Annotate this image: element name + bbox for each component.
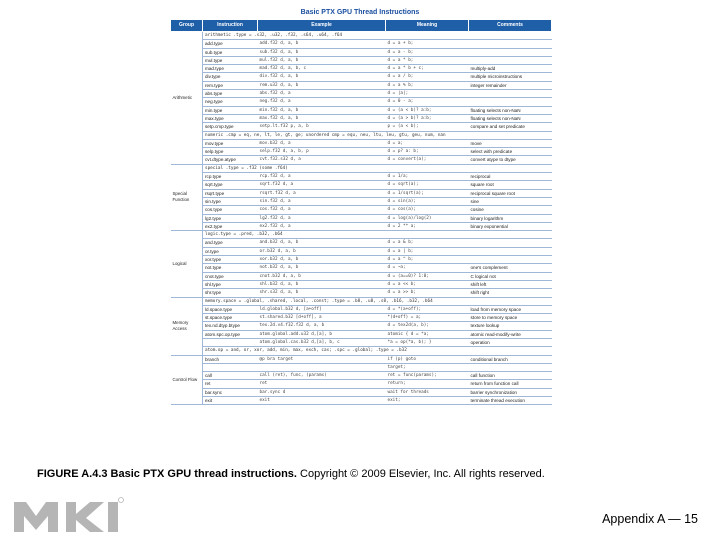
type-spec-row: atom.op = and, or, xor, add, min, max, exch, cas; .spc = .global; .type = .b32 [203,347,552,355]
example-cell: div.f32 d, a, b [258,73,386,81]
table-row [171,189,552,197]
comment-cell [469,40,552,48]
meaning-cell: d = tex2d(a, b); [386,322,469,330]
header-instruction: Instruction [203,20,258,32]
comment-cell: call function [469,372,552,380]
example-cell: not.b32 d, a, b [258,264,386,272]
example-cell: rcp.f32 d, a [258,173,386,181]
comment-cell: multiply-add [469,65,552,73]
comment-cell: compare and set predicate [469,123,552,131]
comment-cell [469,363,552,371]
meaning-cell: d = (a > b)? a:b; [386,114,469,122]
table-row [171,106,552,114]
meaning-cell: d = a | b; [386,247,469,255]
group-label: Special Function [171,164,203,230]
instruction-cell: div.type [203,73,258,81]
comment-cell [469,98,552,106]
example-cell: atom.global.cas.b32 d,[a], b, c [258,338,386,346]
instruction-cell: branch [203,355,258,363]
example-cell: ld.global.b32 d, [a+off] [258,305,386,313]
meaning-cell: d = *(a+off); [386,305,469,313]
example-cell: shr.s32 d, a, b [258,289,386,297]
meaning-cell: d = p? a: b; [386,148,469,156]
instruction-cell: ex2.type [203,222,258,230]
example-cell: sin.f32 d, a [258,197,386,205]
table-row [171,222,552,230]
table-row [171,90,552,98]
instruction-cell [203,338,258,346]
table-row [171,239,552,247]
example-cell: cnot.b32 d, a, b [258,272,386,280]
meaning-cell: p = (a < b); [386,123,469,131]
instruction-cell: cnot.type [203,272,258,280]
example-cell: call (ret), func, (params) [258,372,386,380]
header-group: Group [171,20,203,32]
meaning-cell: d = 0 - a; [386,98,469,106]
example-cell: cos.f32 d, a [258,206,386,214]
example-cell: xor.b32 d, a, b [258,256,386,264]
meaning-cell: ret = func(params); [386,372,469,380]
comment-cell: move [469,139,552,147]
meaning-cell: d = sin(a); [386,197,469,205]
table-row [171,322,552,330]
meaning-cell: d = a; [386,139,469,147]
comment-cell [469,239,552,247]
comment-cell [469,247,552,255]
table-row [171,148,552,156]
example-cell: ret [258,380,386,388]
example-cell: add.f32 d, a, b [258,40,386,48]
table-row [171,355,552,363]
example-cell: rem.u32 d, a, b [258,81,386,89]
instruction-cell: cvt.dtype.atype [203,156,258,164]
meaning-cell: d = a * b; [386,56,469,64]
comment-cell: reciprocal square root [469,189,552,197]
comment-cell: floating selects non-NaN [469,114,552,122]
comment-cell: conditional branch [469,355,552,363]
comment-cell: barrier synchronization [469,388,552,396]
instruction-cell: setp.cmp.type [203,123,258,131]
table-row [171,98,552,106]
comment-cell: cosine [469,206,552,214]
instruction-cell: exit [203,397,258,405]
comment-cell: shift right [469,289,552,297]
table-row [171,363,552,371]
header-meaning: Meaning [386,20,469,32]
table-row [171,206,552,214]
table-row [171,330,552,338]
comment-cell: sine [469,197,552,205]
table-row [171,197,552,205]
instruction-cell: mad.type [203,65,258,73]
comment-cell: load from memory space [469,305,552,313]
table-row [171,372,552,380]
meaning-cell: *(d+off) = a; [386,314,469,322]
comment-cell: select with predicate [469,148,552,156]
example-cell: rsqrt.f32 d, a [258,189,386,197]
instruction-cell: shl.type [203,280,258,288]
group-label: Arithmetic [171,32,203,165]
instruction-cell: mul.type [203,56,258,64]
instruction-cell: add.type [203,40,258,48]
type-spec-row: numeric .cmp = eq, ne, lt, le, gt, ge; unordered cmp = equ, neu, ltu, leu, gtu, geu, num, nan [203,131,552,139]
instruction-cell: sin.type [203,197,258,205]
table-row [171,139,552,147]
header-comments: Comments [469,20,552,32]
example-cell: @p bra target [258,355,386,363]
table-row [171,114,552,122]
meaning-cell: d = a + b; [386,40,469,48]
example-cell: mov.b32 d, a [258,139,386,147]
instruction-cell: not.type [203,264,258,272]
table-row [171,81,552,89]
meaning-cell: exit; [386,397,469,405]
caption-title: FIGURE A.4.3 Basic PTX GPU thread instructions. [37,468,297,480]
instruction-cell: abs.type [203,90,258,98]
table-row [171,156,552,164]
mk-logo [14,496,124,534]
figure-caption [37,468,545,480]
page-label: Appendix A — 15 [602,512,698,526]
comment-cell [469,48,552,56]
instruction-cell: rsqrt.type [203,189,258,197]
example-cell [258,363,386,371]
instruction-cell: rem.type [203,81,258,89]
example-cell: st.shared.b32 [d+off], a [258,314,386,322]
table-row [171,380,552,388]
table-row [171,338,552,346]
instruction-cell: st.space.type [203,314,258,322]
ptx-instruction-table [170,19,552,405]
meaning-cell: d = (a < b)? a:b; [386,106,469,114]
table-row [171,73,552,81]
comment-cell: store to memory space [469,314,552,322]
comment-cell: multiple microinstructions [469,73,552,81]
comment-cell: atomic read-modify-write [469,330,552,338]
example-cell: bar.sync d [258,388,386,396]
comment-cell: floating selects non-NaN [469,106,552,114]
instruction-cell: bar.sync [203,388,258,396]
instruction-cell: selp.type [203,148,258,156]
instruction-cell: tex.nd.dtyp.btype [203,322,258,330]
example-cell: or.b32 d, a, b [258,247,386,255]
meaning-cell: d = sqrt(a); [386,181,469,189]
example-cell: max.f32 d, a, b [258,114,386,122]
example-cell: ex2.f32 d, a [258,222,386,230]
instruction-cell: atom.spc.op.type [203,330,258,338]
comment-cell: binary exponential [469,222,552,230]
instruction-cell: lg2.type [203,214,258,222]
meaning-cell: *a = op(*a, b); } [386,338,469,346]
header-example: Example [258,20,386,32]
table-row [171,231,552,239]
table-row [171,40,552,48]
table-row [171,347,552,355]
example-cell: and.b32 d, a, b [258,239,386,247]
comment-cell: return from function call [469,380,552,388]
example-cell: setp.lt.f32 p, a, b [258,123,386,131]
example-cell: tex.2d.v4.f32.f32 d, a, b [258,322,386,330]
meaning-cell: d = a << b; [386,280,469,288]
meaning-cell: target; [386,363,469,371]
example-cell: mad.f32 d, a, b, c [258,65,386,73]
example-cell: mul.f32 d, a, b [258,56,386,64]
meaning-cell: d = 2 ** a; [386,222,469,230]
example-cell: cvt.f32.s32 d, a [258,156,386,164]
comment-cell: operation [469,338,552,346]
comment-cell: one's complement [469,264,552,272]
instruction-cell: rcp.type [203,173,258,181]
table-title: Basic PTX GPU Thread Instructions [300,9,420,16]
table-row [171,48,552,56]
meaning-cell: d = a >> b; [386,289,469,297]
meaning-cell: d = ~a; [386,264,469,272]
comment-cell: texture lookup [469,322,552,330]
table-row [171,65,552,73]
table-row [171,181,552,189]
example-cell: sqrt.f32 d, a [258,181,386,189]
meaning-cell: atomic { d = *a; [386,330,469,338]
comment-cell: square root [469,181,552,189]
table-row [171,256,552,264]
table-row [171,297,552,305]
instruction-cell [203,363,258,371]
table-row [171,214,552,222]
meaning-cell: d = a & b; [386,239,469,247]
meaning-cell: d = (a==0)? 1:0; [386,272,469,280]
meaning-cell: d = cos(a); [386,206,469,214]
meaning-cell: d = log(a)/log(2) [386,214,469,222]
table-row [171,289,552,297]
table-row [171,264,552,272]
instruction-cell: neg.type [203,98,258,106]
group-label: Memory Access [171,297,203,355]
type-spec-row: memory.space = .global, .shared, .local, .const; .type = .b8, .u8, .s8, .b16, .b32, .b64 [203,297,552,305]
instruction-cell: shr.type [203,289,258,297]
meaning-cell: d = a * b + c; [386,65,469,73]
meaning-cell: d = a % b; [386,81,469,89]
instruction-cell: max.type [203,114,258,122]
example-cell: atom.global.add.u32 d,[a], b [258,330,386,338]
meaning-cell: d = a - b; [386,48,469,56]
meaning-cell: d = a ^ b; [386,256,469,264]
table-row [171,305,552,313]
table-row [171,56,552,64]
type-spec-row: arithmetic .type = .s32, .u32, .f32, .s64, .u64, .f64 [203,32,552,40]
table-row [171,32,552,40]
comment-cell [469,256,552,264]
example-cell: exit [258,397,386,405]
meaning-cell: d = |a|; [386,90,469,98]
comment-cell: C logical not [469,272,552,280]
table-row [171,247,552,255]
comment-cell: reciprocal [469,173,552,181]
meaning-cell: wait for threads [386,388,469,396]
example-cell: shl.b32 d, a, b [258,280,386,288]
table-row [171,131,552,139]
table-row [171,173,552,181]
instruction-cell: sub.type [203,48,258,56]
example-cell: neg.f32 d, a [258,98,386,106]
type-spec-row: special .type = .f32 (some .f64) [203,164,552,172]
comment-cell [469,56,552,64]
meaning-cell: d = 1/a; [386,173,469,181]
group-label: Logical [171,231,203,297]
instruction-cell: call [203,372,258,380]
table-row [171,272,552,280]
comment-cell: terminate thread execution [469,397,552,405]
instruction-cell: min.type [203,106,258,114]
example-cell: selp.f32 d, a, b, p [258,148,386,156]
example-cell: abs.f32 d, a [258,90,386,98]
example-cell: lg2.f32 d, a [258,214,386,222]
example-cell: min.f32 d, a, b [258,106,386,114]
instruction-cell: cos.type [203,206,258,214]
logo-lettering: MK [14,496,16,497]
instruction-cell: sqrt.type [203,181,258,189]
type-spec-row: logic.type = .pred, .b32, .b64 [203,231,552,239]
group-label: Control Flow [171,355,203,405]
meaning-cell: d = 1/sqrt(a); [386,189,469,197]
meaning-cell: return; [386,380,469,388]
meaning-cell: d = a / b; [386,73,469,81]
instruction-cell: ld.space.type [203,305,258,313]
comment-cell: binary logarithm [469,214,552,222]
caption-copyright: Copyright © 2009 Elsevier, Inc. All rights reserved. [296,468,545,480]
table-row [171,397,552,405]
example-cell: sub.f32 d, a, b [258,48,386,56]
instruction-cell: or.type [203,247,258,255]
instruction-cell: xor.type [203,256,258,264]
table-row [171,280,552,288]
instruction-cell: ret [203,380,258,388]
table-row [171,314,552,322]
table-row [171,164,552,172]
comment-cell [469,90,552,98]
table-row [171,388,552,396]
comment-cell: integer remainder [469,81,552,89]
comment-cell: shift left [469,280,552,288]
instruction-cell: mov.type [203,139,258,147]
comment-cell: convert atype to dtype [469,156,552,164]
table-row [171,123,552,131]
meaning-cell: d = convert(a); [386,156,469,164]
meaning-cell: if (p) goto [386,355,469,363]
table-header-row [171,20,552,32]
instruction-cell: and.type [203,239,258,247]
